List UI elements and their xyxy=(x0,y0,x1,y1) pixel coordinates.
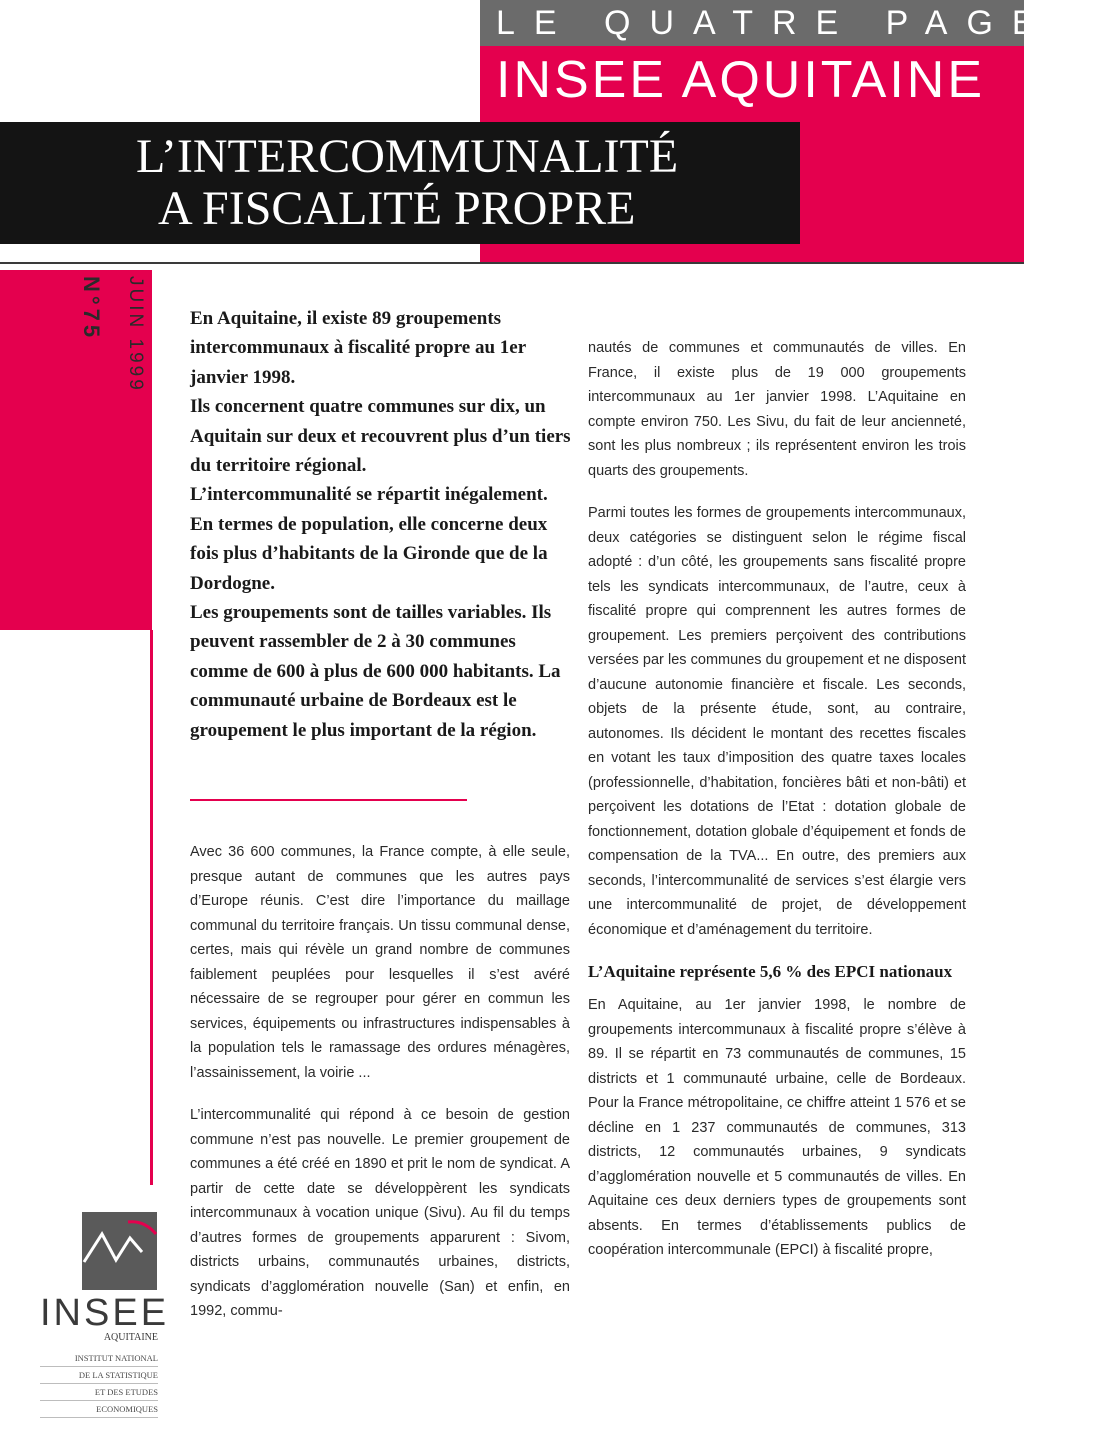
issue-number: N°75 xyxy=(79,276,104,342)
insee-logo-icon xyxy=(82,1212,157,1290)
lead-divider xyxy=(190,799,467,801)
publisher-title: INSEE AQUITAINE xyxy=(496,51,986,109)
body-column-left xyxy=(190,840,570,1342)
side-accent-line xyxy=(150,630,153,1185)
logo-wordmark: INSEE xyxy=(40,1292,170,1334)
logo-institute-line: INSTITUT NATIONAL xyxy=(40,1350,158,1367)
header-divider xyxy=(0,262,1024,264)
logo-institute xyxy=(40,1350,158,1418)
series-title: LE QUATRE PAGES xyxy=(496,4,1095,42)
lead-paragraph: L’intercommunalité se répartit inégalement. En termes de population, elle concerne deux fois plus d’habitants de la Gironde que de la Dordogne. xyxy=(190,484,548,594)
section-heading: L’Aquitaine représente 5,6 % des EPCI nationaux xyxy=(588,962,953,981)
body-paragraph: En Aquitaine, au 1er janvier 1998, le nombre de groupements intercommunaux à fiscalité propre s’élève à 89. Il se répartit en 73 communautés de communes, 15 districts et 1 communauté urbaine, celle de Bordeaux. Pour la France métropolitaine, ce chiffre atteint 1 576 et se décline en 1 237 communautés de communes, 313 districts, 12 communautés urbaines, 9 syndicats d’agglomération nouvelle et 5 communautés de villes. En Aquitaine ces deux derniers types de groupements sont absents. En termes d’établissements publics de coopération intercommunale (EPCI) à fiscalité propre, xyxy=(588,997,966,1258)
lead-summary xyxy=(190,304,574,745)
lead-paragraph: Les groupements sont de tailles variables. Ils peuvent rassembler de 2 à 30 communes comme de 600 à plus de 600 000 habitants. La communauté urbaine de Bordeaux est le groupement le plus important de la région. xyxy=(190,602,561,741)
body-paragraph: L’intercommunalité qui répond à ce besoin de gestion commune n’est pas nouvelle. Le premier groupement de communes a été créé en 1890 et prit le nom de syndicat. A partir de cette date se développèrent les syndicats intercommunaux à vocation unique (Sivu). Au fil du temps d’autres formes de groupements apparurent : Sivom, districts urbains, communautés urbaines, districts, syndicats d’agglomération nouvelle (San) et enfin, en 1992, commu- xyxy=(190,1107,570,1319)
body-paragraph: Parmi toutes les formes de groupements intercommunaux, deux catégories se distinguent selon le régime fiscal adopté : d’un côté, les groupements sans fiscalité propre tels les syndicats intercommunaux, de l’autre, ceux à fiscalité propre qui comprennent les autres formes de groupement. Les premiers perçoivent des contributions versées par les communes du groupement et ne disposent d’aucune autonomie financière et fiscale. Les seconds, objets de la présente étude, sont, au contraire, autonomes. Ils décident le montant des recettes fiscales en votant les taux d’imposition des quatre taxes locales (professionnelle, d’habitation, foncières bâti et non-bâti) et perçoivent les dotations de l’Etat : dotation globale de fonctionnement, dotation globale d’équipement et fonds de compensation de la TVA... En outre, des premiers aux seconds, l’intercommunalité de services s’est élargie vers une intercommunalité de projet, de développement économique et d’aménagement du territoire. xyxy=(588,505,966,938)
page-title-line1: L’INTERCOMMUNALITÉ xyxy=(136,130,679,183)
body-column-right xyxy=(588,336,966,1281)
page-title-line2: A FISCALITÉ PROPRE xyxy=(158,182,636,235)
body-paragraph: Avec 36 600 communes, la France compte, à elle seule, presque autant de communes que les autres pays d’Europe réunis. C’est dire l’importance du maillage communal du territoire français. Un tissu communal dense, certes, mais qui révèle un grand nombre de communes faiblement peuplées pour lesquelles il s’est avéré nécessaire de se regrouper pour gérer en commun les services, équipements ou infrastructures indispensables à la population tels le ramassage des ordures ménagères, l’assainissement, la voirie ... xyxy=(190,844,570,1081)
lead-paragraph: Ils concernent quatre communes sur dix, un Aquitain sur deux et recouvrent plus d’un tiers du territoire régional. xyxy=(190,396,571,477)
logo-region: AQUITAINE xyxy=(103,1332,158,1343)
body-paragraph: nautés de communes et communautés de villes. En France, il existe plus de 19 000 groupements intercommunaux au 1er janvier 1998. L’Aquitaine en compte environ 750. Les Sivu, du fait de leur ancienneté, sont les plus nombreux ; ils représentent environ les trois quarts des groupements. xyxy=(588,340,966,479)
logo-institute-line: DE LA STATISTIQUE xyxy=(40,1367,158,1384)
lead-paragraph: En Aquitaine, il existe 89 groupements intercommunaux à fiscalité propre au 1er janvier 1998. xyxy=(190,308,526,388)
logo-institute-line: ET DES ETUDES xyxy=(40,1384,158,1401)
logo-institute-line: ECONOMIQUES xyxy=(40,1401,158,1418)
issue-date: JUIN 1999 xyxy=(125,276,146,393)
